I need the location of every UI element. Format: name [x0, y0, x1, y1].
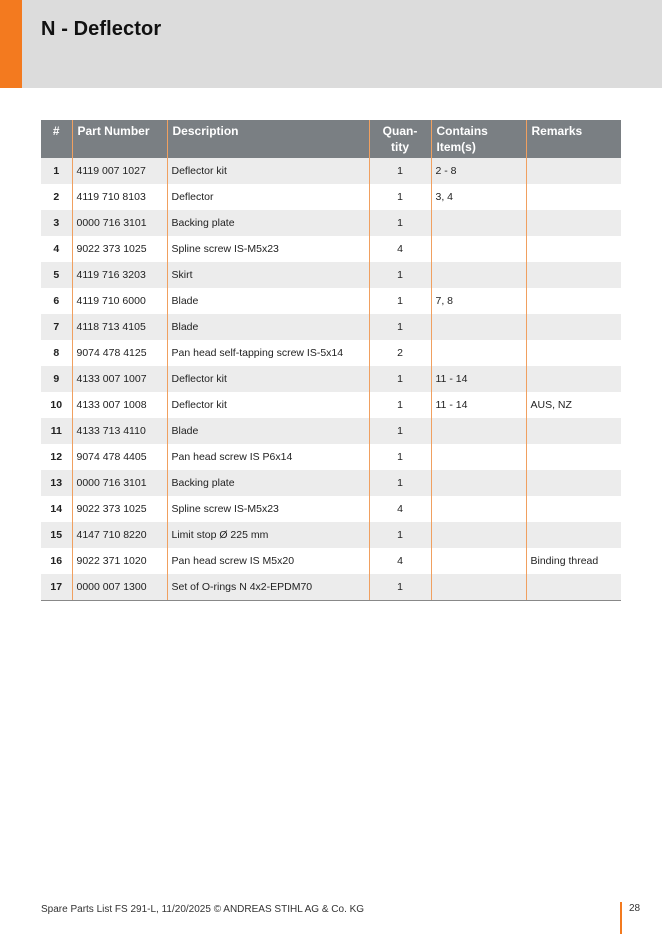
cell-remarks	[526, 522, 621, 548]
column-header-number: #	[41, 120, 72, 158]
cell-quantity: 1	[369, 470, 431, 496]
column-header-quantity-line2: tity	[391, 140, 409, 154]
table-row	[41, 548, 621, 574]
cell-description: Backing plate	[167, 210, 369, 236]
cell-contains	[431, 548, 526, 574]
cell-quantity: 4	[369, 548, 431, 574]
cell-part-number: 4119 710 8103	[72, 184, 167, 210]
table-row	[41, 184, 621, 210]
table-row	[41, 340, 621, 366]
page-number: 28	[629, 903, 641, 914]
cell-part-number: 4119 007 1027	[72, 158, 167, 184]
footer-text: Spare Parts List FS 291-L, 11/20/2025 © ANDREAS STIHL AG & Co. KG	[41, 904, 365, 915]
cell-part-number: 9022 371 1020	[72, 548, 167, 574]
cell-number: 15	[41, 522, 72, 548]
table-row	[41, 392, 621, 418]
cell-description: Deflector kit	[167, 158, 369, 184]
cell-part-number: 0000 716 3101	[72, 470, 167, 496]
cell-quantity: 1	[369, 418, 431, 444]
cell-quantity: 1	[369, 262, 431, 288]
cell-contains: 11 - 14	[431, 366, 526, 392]
cell-part-number: 9022 373 1025	[72, 236, 167, 262]
cell-description: Backing plate	[167, 470, 369, 496]
cell-remarks	[526, 158, 621, 184]
column-header-part-number: Part Number	[72, 120, 167, 158]
cell-part-number: 4119 710 6000	[72, 288, 167, 314]
cell-number: 6	[41, 288, 72, 314]
cell-part-number: 9022 373 1025	[72, 496, 167, 522]
column-header-remarks: Remarks	[526, 120, 621, 158]
cell-description: Blade	[167, 288, 369, 314]
cell-number: 17	[41, 574, 72, 600]
cell-quantity: 1	[369, 314, 431, 340]
header-band	[0, 0, 662, 88]
cell-part-number: 4133 007 1007	[72, 366, 167, 392]
cell-remarks	[526, 470, 621, 496]
cell-remarks: AUS, NZ	[526, 392, 621, 418]
cell-part-number: 9074 478 4405	[72, 444, 167, 470]
cell-number: 9	[41, 366, 72, 392]
cell-contains	[431, 210, 526, 236]
cell-part-number: 4147 710 8220	[72, 522, 167, 548]
cell-description: Spline screw IS-M5x23	[167, 496, 369, 522]
column-header-quantity	[369, 120, 431, 158]
table-row	[41, 366, 621, 392]
table-row	[41, 444, 621, 470]
cell-remarks	[526, 340, 621, 366]
cell-number: 14	[41, 496, 72, 522]
cell-quantity: 1	[369, 522, 431, 548]
cell-number: 5	[41, 262, 72, 288]
cell-number: 13	[41, 470, 72, 496]
table-row	[41, 418, 621, 444]
cell-contains	[431, 314, 526, 340]
parts-table-body	[41, 158, 621, 600]
cell-part-number: 0000 716 3101	[72, 210, 167, 236]
cell-number: 10	[41, 392, 72, 418]
cell-remarks	[526, 574, 621, 600]
cell-remarks	[526, 210, 621, 236]
cell-contains	[431, 340, 526, 366]
cell-contains	[431, 522, 526, 548]
table-row	[41, 288, 621, 314]
cell-contains: 7, 8	[431, 288, 526, 314]
cell-quantity: 4	[369, 236, 431, 262]
cell-remarks	[526, 314, 621, 340]
table-row	[41, 236, 621, 262]
cell-quantity: 1	[369, 210, 431, 236]
cell-quantity: 1	[369, 158, 431, 184]
cell-contains	[431, 496, 526, 522]
cell-number: 3	[41, 210, 72, 236]
table-row	[41, 522, 621, 548]
cell-contains: 2 - 8	[431, 158, 526, 184]
cell-contains: 11 - 14	[431, 392, 526, 418]
cell-description: Deflector	[167, 184, 369, 210]
cell-number: 1	[41, 158, 72, 184]
cell-part-number: 4133 007 1008	[72, 392, 167, 418]
cell-description: Deflector kit	[167, 392, 369, 418]
cell-number: 16	[41, 548, 72, 574]
table-row	[41, 496, 621, 522]
cell-part-number: 0000 007 1300	[72, 574, 167, 600]
cell-contains	[431, 418, 526, 444]
cell-remarks	[526, 288, 621, 314]
column-header-contains-line1: Contains	[436, 124, 488, 138]
cell-remarks	[526, 496, 621, 522]
cell-contains: 3, 4	[431, 184, 526, 210]
cell-contains	[431, 574, 526, 600]
table-header-row	[41, 120, 621, 158]
cell-remarks	[526, 366, 621, 392]
table-row	[41, 574, 621, 600]
cell-part-number: 9074 478 4125	[72, 340, 167, 366]
cell-number: 4	[41, 236, 72, 262]
cell-part-number: 4118 713 4105	[72, 314, 167, 340]
cell-number: 12	[41, 444, 72, 470]
footer-accent-bar	[620, 902, 622, 934]
cell-contains	[431, 444, 526, 470]
cell-quantity: 1	[369, 392, 431, 418]
cell-remarks	[526, 236, 621, 262]
cell-contains	[431, 262, 526, 288]
table-row	[41, 470, 621, 496]
cell-number: 2	[41, 184, 72, 210]
cell-part-number: 4133 713 4110	[72, 418, 167, 444]
cell-description: Blade	[167, 418, 369, 444]
cell-quantity: 1	[369, 288, 431, 314]
cell-description: Blade	[167, 314, 369, 340]
cell-description: Limit stop Ø 225 mm	[167, 522, 369, 548]
cell-quantity: 1	[369, 444, 431, 470]
cell-quantity: 4	[369, 496, 431, 522]
column-header-contains	[431, 120, 526, 158]
cell-quantity: 1	[369, 184, 431, 210]
cell-description: Pan head screw IS P6x14	[167, 444, 369, 470]
cell-remarks	[526, 444, 621, 470]
cell-number: 7	[41, 314, 72, 340]
column-header-description: Description	[167, 120, 369, 158]
cell-part-number: 4119 716 3203	[72, 262, 167, 288]
cell-description: Deflector kit	[167, 366, 369, 392]
table-row	[41, 262, 621, 288]
parts-table	[41, 120, 621, 601]
cell-quantity: 2	[369, 340, 431, 366]
cell-number: 8	[41, 340, 72, 366]
cell-description: Pan head self-tapping screw IS-5x14	[167, 340, 369, 366]
cell-remarks	[526, 184, 621, 210]
cell-description: Spline screw IS-M5x23	[167, 236, 369, 262]
table-row	[41, 210, 621, 236]
cell-number: 11	[41, 418, 72, 444]
cell-remarks: Binding thread	[526, 548, 621, 574]
cell-contains	[431, 470, 526, 496]
cell-contains	[431, 236, 526, 262]
cell-remarks	[526, 418, 621, 444]
table-row	[41, 314, 621, 340]
cell-description: Set of O-rings N 4x2-EPDM70	[167, 574, 369, 600]
column-header-contains-line2: Item(s)	[436, 140, 476, 154]
cell-remarks	[526, 262, 621, 288]
cell-quantity: 1	[369, 574, 431, 600]
cell-description: Skirt	[167, 262, 369, 288]
page-title: N - Deflector	[41, 18, 162, 40]
column-header-quantity-line1: Quan-	[382, 124, 418, 138]
table-row	[41, 158, 621, 184]
cell-description: Pan head screw IS M5x20	[167, 548, 369, 574]
header-accent-bar	[0, 0, 22, 88]
cell-quantity: 1	[369, 366, 431, 392]
